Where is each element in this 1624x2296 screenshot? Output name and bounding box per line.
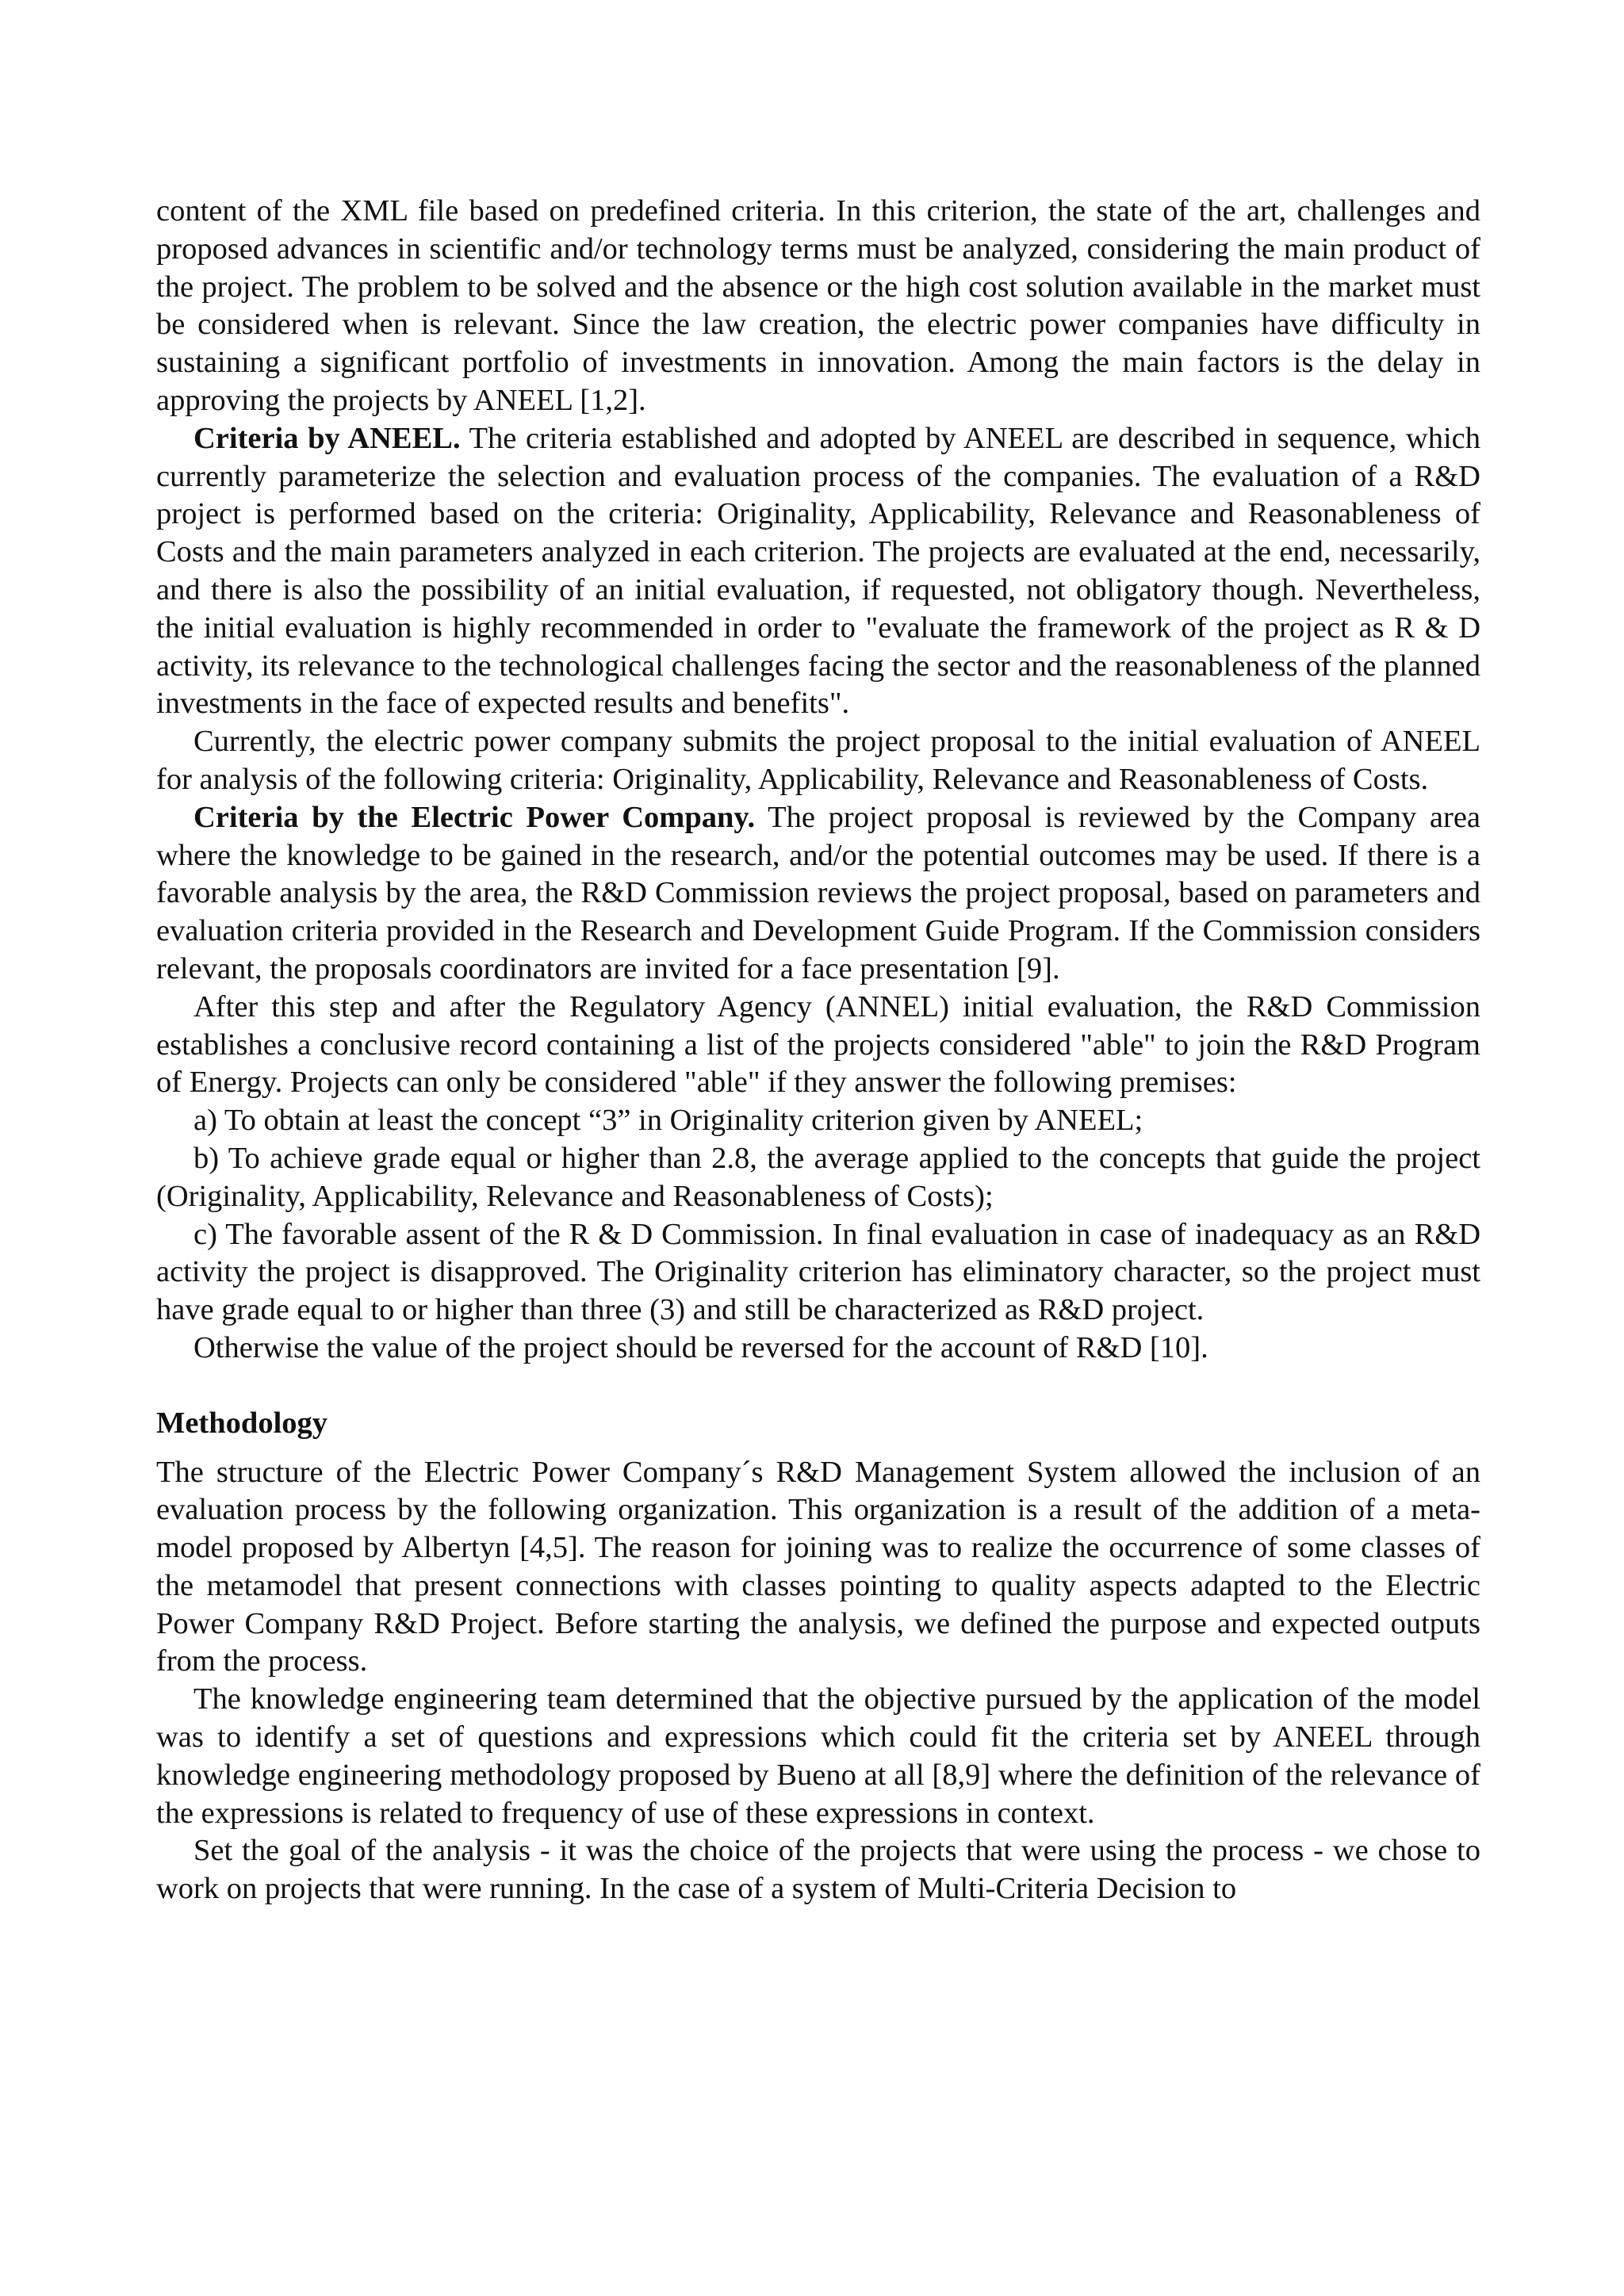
premise-item-c: c) The favorable assent of the R & D Commission. In final evaluation in case of inadequacy as an R&D activity the project is disapproved. The Originality criterion has eliminatory character, so the project must have grade equal to or higher than three (3) and still be characterized as R&D project. — [156, 1217, 1480, 1327]
continuation-paragraph: content of the XML file based on predefined criteria. In this criterion, the state of the art, challenges and proposed advances in scientific and/or technology terms must be analyzed, considering the main product of the project. The problem to be solved and the absence or the high cost solution available in the market must be considered when is relevant. Since the law creation, the electric power companies have difficulty in sustaining a significant portfolio of investments in innovation. Among the main factors is the delay in approving the projects by ANEEL [1,2]. — [156, 194, 1480, 417]
otherwise-paragraph: Otherwise the value of the project should be reversed for the account of R&D [10]. — [193, 1330, 1208, 1364]
criteria-company-text: The project proposal is reviewed by the Company area where the knowledge to be gained in the research, and/or the potential outcomes may be used. If there is a favorable analysis by the area, the R&D Commission reviews the project proposal, based on parameters and evaluation criteria provided in the Research and Development Guide Program. If the Commission considers relevant, the proposals coordinators are invited for a face presentation [9]. — [156, 800, 1480, 985]
premise-item-a: a) To obtain at least the concept “3” in Originality criterion given by ANEEL; — [193, 1104, 1143, 1138]
criteria-aneel-lead: Criteria by ANEEL. — [193, 421, 461, 455]
criteria-company-lead: Criteria by the Electric Power Company. — [193, 800, 756, 834]
section-heading-methodology: Methodology — [156, 1406, 328, 1440]
methodology-paragraph-3: Set the goal of the analysis - it was the choice of the projects that were using the process - we chose to work on projects that were running. In the case of a system of Multi-Criteria Decision to — [156, 1834, 1480, 1906]
methodology-paragraph-2: The knowledge engineering team determined that the objective pursued by the application of the model was to identify a set of questions and expressions which could fit the criteria set by ANEEL through knowledge engineering methodology proposed by Bueno at all [8,9] where the definition of the relevance of the expressions is related to frequency of use of these expressions in context. — [156, 1682, 1480, 1830]
criteria-company-paragraph — [156, 799, 1480, 989]
document-page — [156, 193, 1480, 1908]
currently-paragraph: Currently, the electric power company submits the project proposal to the initial evaluation of ANEEL for analysis of the following criteria: Originality, Applicability, Relevance and Reasonableness of Costs. — [156, 725, 1480, 796]
after-paragraph: After this step and after the Regulatory Agency (ANNEL) initial evaluation, the R&D Commission establishes a conclusive record containing a list of the projects considered "able" to join the R&D Program of Energy. Projects can only be considered "able" if they answer the following premises: — [156, 989, 1480, 1100]
premise-item-b: b) To achieve grade equal or higher than 2.8, the average applied to the concepts that guide the project (Originality, Applicability, Relevance and Reasonableness of Costs); — [156, 1141, 1480, 1213]
criteria-aneel-paragraph — [156, 420, 1480, 723]
criteria-aneel-text: The criteria established and adopted by ANEEL are described in sequence, which currently parameterize the selection and evaluation process of the companies. The evaluation of a R&D project is performed based on the criteria: Originality, Applicability, Relevance and Reasonableness of Costs and the main parameters analyzed in each criterion. The projects are evaluated at the end, necessarily, and there is also the possibility of an initial evaluation, if requested, not obligatory though. Nevertheless, the initial evaluation is highly recommended in order to "evaluate the framework of the project as R & D activity, its relevance to the technological challenges facing the sector and the reasonableness of the planned investments in the face of expected results and benefits". — [156, 421, 1480, 721]
methodology-paragraph-1: The structure of the Electric Power Company´s R&D Management System allowed the inclusion of an evaluation process by the following organization. This organization is a result of the addition of a meta-model proposed by Albertyn [4,5]. The reason for joining was to realize the occurrence of some classes of the metamodel that present connections with classes pointing to quality aspects adapted to the Electric Power Company R&D Project. Before starting the analysis, we defined the purpose and expected outputs from the process. — [156, 1455, 1480, 1678]
